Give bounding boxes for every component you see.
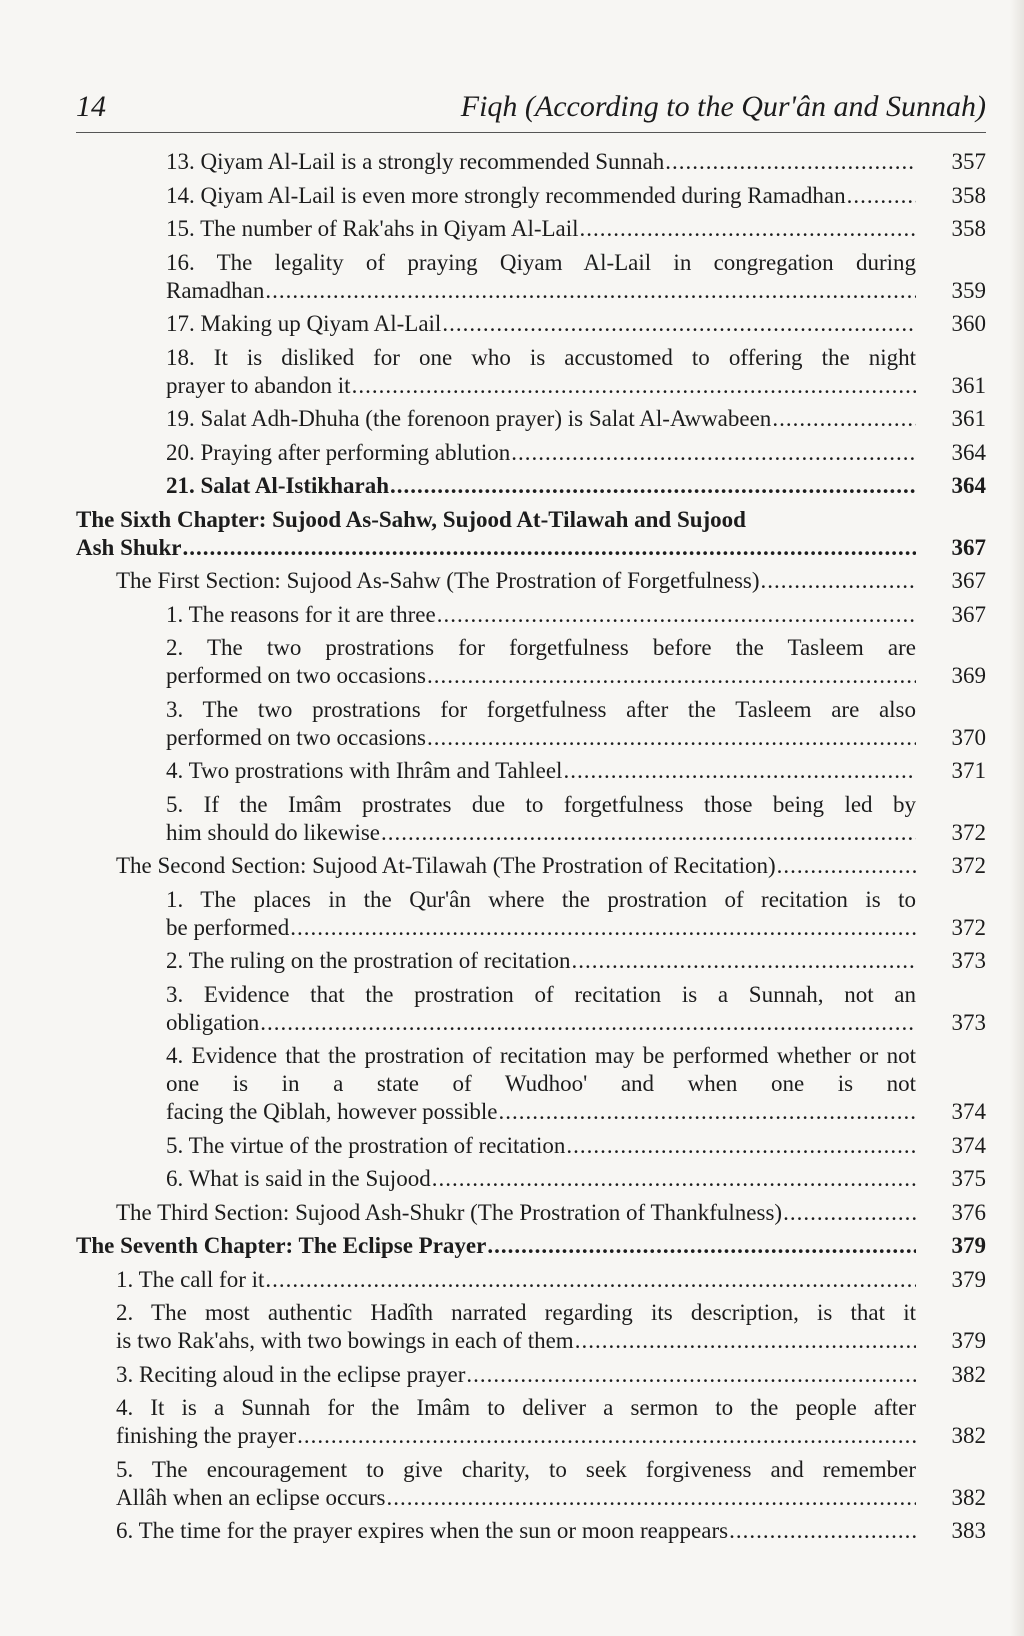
toc-page-number: 372 xyxy=(951,914,986,940)
toc-entry-title: The Seventh Chapter: The Eclipse Prayer xyxy=(76,1233,487,1258)
toc-entry-title: be performed xyxy=(166,914,290,940)
dot-leader xyxy=(381,819,916,847)
page-number: 14 xyxy=(76,90,106,123)
toc-page-number: 375 xyxy=(951,1166,986,1191)
dot-leader xyxy=(487,1232,916,1260)
toc-entry-title: Ramadhan xyxy=(166,277,265,303)
toc-page-number: 358 xyxy=(951,182,986,208)
toc-entry-leader-line xyxy=(116,1422,916,1450)
toc-entry-title: obligation xyxy=(166,1009,260,1035)
toc-entry[interactable] xyxy=(76,1394,986,1450)
toc-entry[interactable] xyxy=(76,1361,986,1389)
toc-entry[interactable] xyxy=(76,1517,986,1545)
toc-page-number: 372 xyxy=(951,853,986,878)
toc-page-number: 361 xyxy=(951,372,986,398)
toc-entry-leader-line xyxy=(166,1132,916,1160)
toc-page-number: 382 xyxy=(951,1423,986,1448)
toc-page-number: 372 xyxy=(951,819,986,845)
dot-leader xyxy=(575,1327,916,1355)
toc-entry-title-line: 18. It is disliked for one who is accustomed to offering the night xyxy=(166,344,916,370)
toc-page-number: 379 xyxy=(951,1328,986,1353)
toc-page-number: 364 xyxy=(951,473,986,498)
toc-entry[interactable] xyxy=(76,1232,986,1260)
toc-page-number: 370 xyxy=(951,724,986,750)
toc-entry-leader-line xyxy=(116,567,916,595)
toc-entry-title: him should do likewise xyxy=(166,819,381,845)
toc-entry-leader-line xyxy=(166,1009,916,1037)
toc-entry-leader-line xyxy=(166,947,916,975)
toc-entry-title-line: 4. Evidence that the prostration of recitation may be performed whether or not one is in a state of Wudhoo' and when one is not xyxy=(166,1043,916,1096)
toc-entry-leader-line xyxy=(116,1361,916,1389)
toc-entry-title-line: 2. The two prostrations for forgetfulness before the Tasleem are xyxy=(166,635,916,660)
toc-page-number: 374 xyxy=(951,1099,986,1124)
dot-leader xyxy=(563,757,916,785)
toc-entry[interactable] xyxy=(76,1299,986,1355)
toc-entry-title: prayer to abandon it xyxy=(166,372,351,398)
dot-leader xyxy=(427,724,916,752)
dot-leader xyxy=(580,215,916,243)
page-edge-shadow xyxy=(1010,0,1024,1636)
toc-entry[interactable] xyxy=(76,886,986,942)
toc-entry-leader-line xyxy=(166,1098,916,1126)
dot-leader xyxy=(182,534,916,562)
toc-entry[interactable] xyxy=(76,981,986,1037)
toc-page-number: 369 xyxy=(951,663,986,688)
toc-entry-title: 17. Making up Qiyam Al-Lail xyxy=(166,311,442,336)
toc-entry-title: 2. The ruling on the prostration of recitation xyxy=(166,948,571,973)
toc-entry[interactable] xyxy=(76,405,986,433)
toc-entry-title-line: 5. If the Imâm prostrates due to forgetfulness those being led by xyxy=(166,791,916,817)
toc-entry-title: facing the Qiblah, however possible xyxy=(166,1099,498,1124)
toc-page-number: 382 xyxy=(951,1484,986,1510)
toc-page-number: 374 xyxy=(951,1132,986,1158)
running-header xyxy=(76,88,986,133)
dot-leader xyxy=(432,1165,916,1193)
toc-page-number: 361 xyxy=(951,406,986,431)
toc-entry-leader-line xyxy=(76,534,916,562)
toc-entry-leader-line xyxy=(166,757,916,785)
dot-leader xyxy=(772,405,916,433)
toc-entry-leader-line xyxy=(166,182,916,210)
toc-entry-title: 1. The call for it xyxy=(116,1266,265,1292)
toc-entry-leader-line xyxy=(116,1266,916,1294)
toc-entry-title: 20. Praying after performing ablution xyxy=(166,439,511,465)
dot-leader xyxy=(390,472,916,500)
toc-entry-title: 3. Reciting aloud in the eclipse prayer xyxy=(116,1361,466,1387)
toc-entry[interactable] xyxy=(76,1199,986,1227)
toc-entry[interactable] xyxy=(76,249,986,305)
toc-entry[interactable] xyxy=(76,472,986,500)
toc-entry[interactable] xyxy=(76,567,986,595)
toc-entry-leader-line xyxy=(166,372,916,400)
dot-leader xyxy=(729,1517,916,1545)
toc-entry-leader-line xyxy=(116,1327,916,1355)
toc-page-number: 382 xyxy=(951,1361,986,1387)
toc-page-number: 367 xyxy=(951,601,986,627)
dot-leader xyxy=(427,662,916,690)
toc-entry-title: 13. Qiyam Al-Lail is a strongly recommended Sunnah xyxy=(166,149,665,174)
dot-leader xyxy=(572,947,916,975)
dot-leader xyxy=(566,1132,916,1160)
toc-entry[interactable] xyxy=(76,506,986,562)
toc-entry[interactable] xyxy=(76,1132,986,1160)
toc-entry-title: The Third Section: Sujood Ash-Shukr (The Prostration of Thankfulness) xyxy=(116,1199,783,1225)
dot-leader xyxy=(499,1098,917,1126)
toc-entry-title: 1. The reasons for it are three xyxy=(166,601,436,627)
toc-entry-leader-line xyxy=(166,472,916,500)
toc-entry-title: 21. Salat Al-Istikharah xyxy=(166,473,390,498)
dot-leader xyxy=(352,372,916,400)
toc-entry-leader-line xyxy=(166,405,916,433)
toc-entry-title-line: The Sixth Chapter: Sujood As-Sahw, Sujood At-Tilawah and Sujood xyxy=(76,506,746,532)
toc-entry-leader-line xyxy=(166,819,916,847)
toc-entry-title: 14. Qiyam Al-Lail is even more strongly recommended during Ramadhan xyxy=(166,182,846,208)
dot-leader xyxy=(777,852,916,880)
toc-entry[interactable] xyxy=(76,1456,986,1512)
toc-page-number: 360 xyxy=(951,311,986,336)
toc-entry-title-line: 3. Evidence that the prostration of recitation is a Sunnah, not an xyxy=(166,981,916,1007)
toc-page-number: 357 xyxy=(951,149,986,174)
toc-entry[interactable] xyxy=(76,601,986,629)
toc-entry-title: 15. The number of Rak'ahs in Qiyam Al-Lail xyxy=(166,216,579,241)
dot-leader xyxy=(260,1009,916,1037)
dot-leader xyxy=(847,182,916,210)
toc-entry[interactable] xyxy=(76,947,986,975)
toc-entry-leader-line xyxy=(166,662,916,690)
toc-entry-leader-line xyxy=(166,914,916,942)
toc-entry-title: Ash Shukr xyxy=(76,534,182,560)
toc-entry-title: performed on two occasions xyxy=(166,663,426,688)
toc-page-number: 373 xyxy=(951,948,986,973)
toc-entry[interactable] xyxy=(76,757,986,785)
toc-entry-leader-line xyxy=(166,277,916,305)
toc-entry-leader-line xyxy=(116,1484,916,1512)
toc-page-number: 383 xyxy=(951,1518,986,1543)
dot-leader xyxy=(387,1484,916,1512)
toc-page-number: 359 xyxy=(951,277,986,303)
toc-entry[interactable] xyxy=(76,634,986,690)
dot-leader xyxy=(442,310,916,338)
toc-entry-title-line: 5. The encouragement to give charity, to seek forgiveness and remember xyxy=(116,1456,916,1482)
toc-entry-title-line: 3. The two prostrations for forgetfulness after the Tasleem are also xyxy=(166,696,916,722)
dot-leader xyxy=(290,914,916,942)
toc-entry-leader-line xyxy=(76,1232,916,1260)
toc-entry-title: The Second Section: Sujood At-Tilawah (The Prostration of Recitation) xyxy=(116,853,776,878)
toc-page-number: 373 xyxy=(951,1009,986,1035)
toc-entry[interactable] xyxy=(76,215,986,243)
toc-entry-leader-line xyxy=(166,601,916,629)
dot-leader xyxy=(466,1361,916,1389)
toc-page-number: 371 xyxy=(951,758,986,783)
toc-page-number: 364 xyxy=(951,439,986,465)
toc-entry-leader-line xyxy=(116,852,916,880)
dot-leader xyxy=(265,277,916,305)
dot-leader xyxy=(265,1266,916,1294)
toc-entry-title: The First Section: Sujood As-Sahw (The Prostration of Forgetfulness) xyxy=(116,568,760,593)
toc-entry[interactable] xyxy=(76,852,986,880)
toc-entry-title: 5. The virtue of the prostration of recitation xyxy=(166,1132,566,1158)
dot-leader xyxy=(783,1199,916,1227)
toc-entry[interactable] xyxy=(76,1042,986,1126)
toc-entry[interactable] xyxy=(76,696,986,752)
dot-leader xyxy=(761,567,916,595)
toc-entry-leader-line xyxy=(166,724,916,752)
toc-entry[interactable] xyxy=(76,310,986,338)
dot-leader xyxy=(297,1422,916,1450)
toc-entry[interactable] xyxy=(76,439,986,467)
toc-entry-title: is two Rak'ahs, with two bowings in each of them xyxy=(116,1328,574,1353)
toc-page-number: 379 xyxy=(951,1266,986,1292)
toc-entry[interactable] xyxy=(76,1165,986,1193)
toc-entry-leader-line xyxy=(166,310,916,338)
toc-entry-title: performed on two occasions xyxy=(166,724,426,750)
toc-entry-leader-line xyxy=(166,1165,916,1193)
toc-entry-title-line: 2. The most authentic Hadîth narrated regarding its description, is that it xyxy=(116,1300,916,1325)
toc-entry[interactable] xyxy=(76,182,986,210)
toc-entry-title: Allâh when an eclipse occurs xyxy=(116,1484,386,1510)
toc-entry-leader-line xyxy=(116,1517,916,1545)
toc-entry[interactable] xyxy=(76,791,986,847)
toc-entry-leader-line xyxy=(166,439,916,467)
toc-entry-title-line: 1. The places in the Qur'ân where the prostration of recitation is to xyxy=(166,886,916,912)
toc-entry-title: finishing the prayer xyxy=(116,1423,297,1448)
table-of-contents xyxy=(76,148,986,1551)
toc-page-number: 367 xyxy=(951,534,986,560)
toc-entry-title-line: 4. It is a Sunnah for the Imâm to deliver a sermon to the people after xyxy=(116,1395,916,1420)
dot-leader xyxy=(665,148,916,176)
dot-leader xyxy=(511,439,916,467)
book-title: Fiqh (According to the Qur'ân and Sunnah) xyxy=(460,90,986,123)
toc-entry-leader-line xyxy=(166,215,916,243)
toc-page-number: 376 xyxy=(951,1199,986,1225)
toc-entry-title: 4. Two prostrations with Ihrâm and Tahleel xyxy=(166,758,563,783)
toc-entry-title: 6. The time for the prayer expires when the sun or moon reappears xyxy=(116,1518,729,1543)
dot-leader xyxy=(437,601,916,629)
toc-entry[interactable] xyxy=(76,148,986,176)
toc-entry-title: 6. What is said in the Sujood xyxy=(166,1166,431,1191)
toc-page-number: 379 xyxy=(951,1233,986,1258)
toc-page-number: 358 xyxy=(951,216,986,241)
toc-entry-leader-line xyxy=(116,1199,916,1227)
toc-entry-title: 19. Salat Adh-Dhuha (the forenoon prayer) is Salat Al-Awwabeen xyxy=(166,406,772,431)
toc-entry[interactable] xyxy=(76,344,986,400)
toc-entry-leader-line xyxy=(166,148,916,176)
toc-entry-title-line: 16. The legality of praying Qiyam Al-Lail in congregation during xyxy=(166,249,916,275)
toc-page-number: 367 xyxy=(951,568,986,593)
toc-entry[interactable] xyxy=(76,1266,986,1294)
